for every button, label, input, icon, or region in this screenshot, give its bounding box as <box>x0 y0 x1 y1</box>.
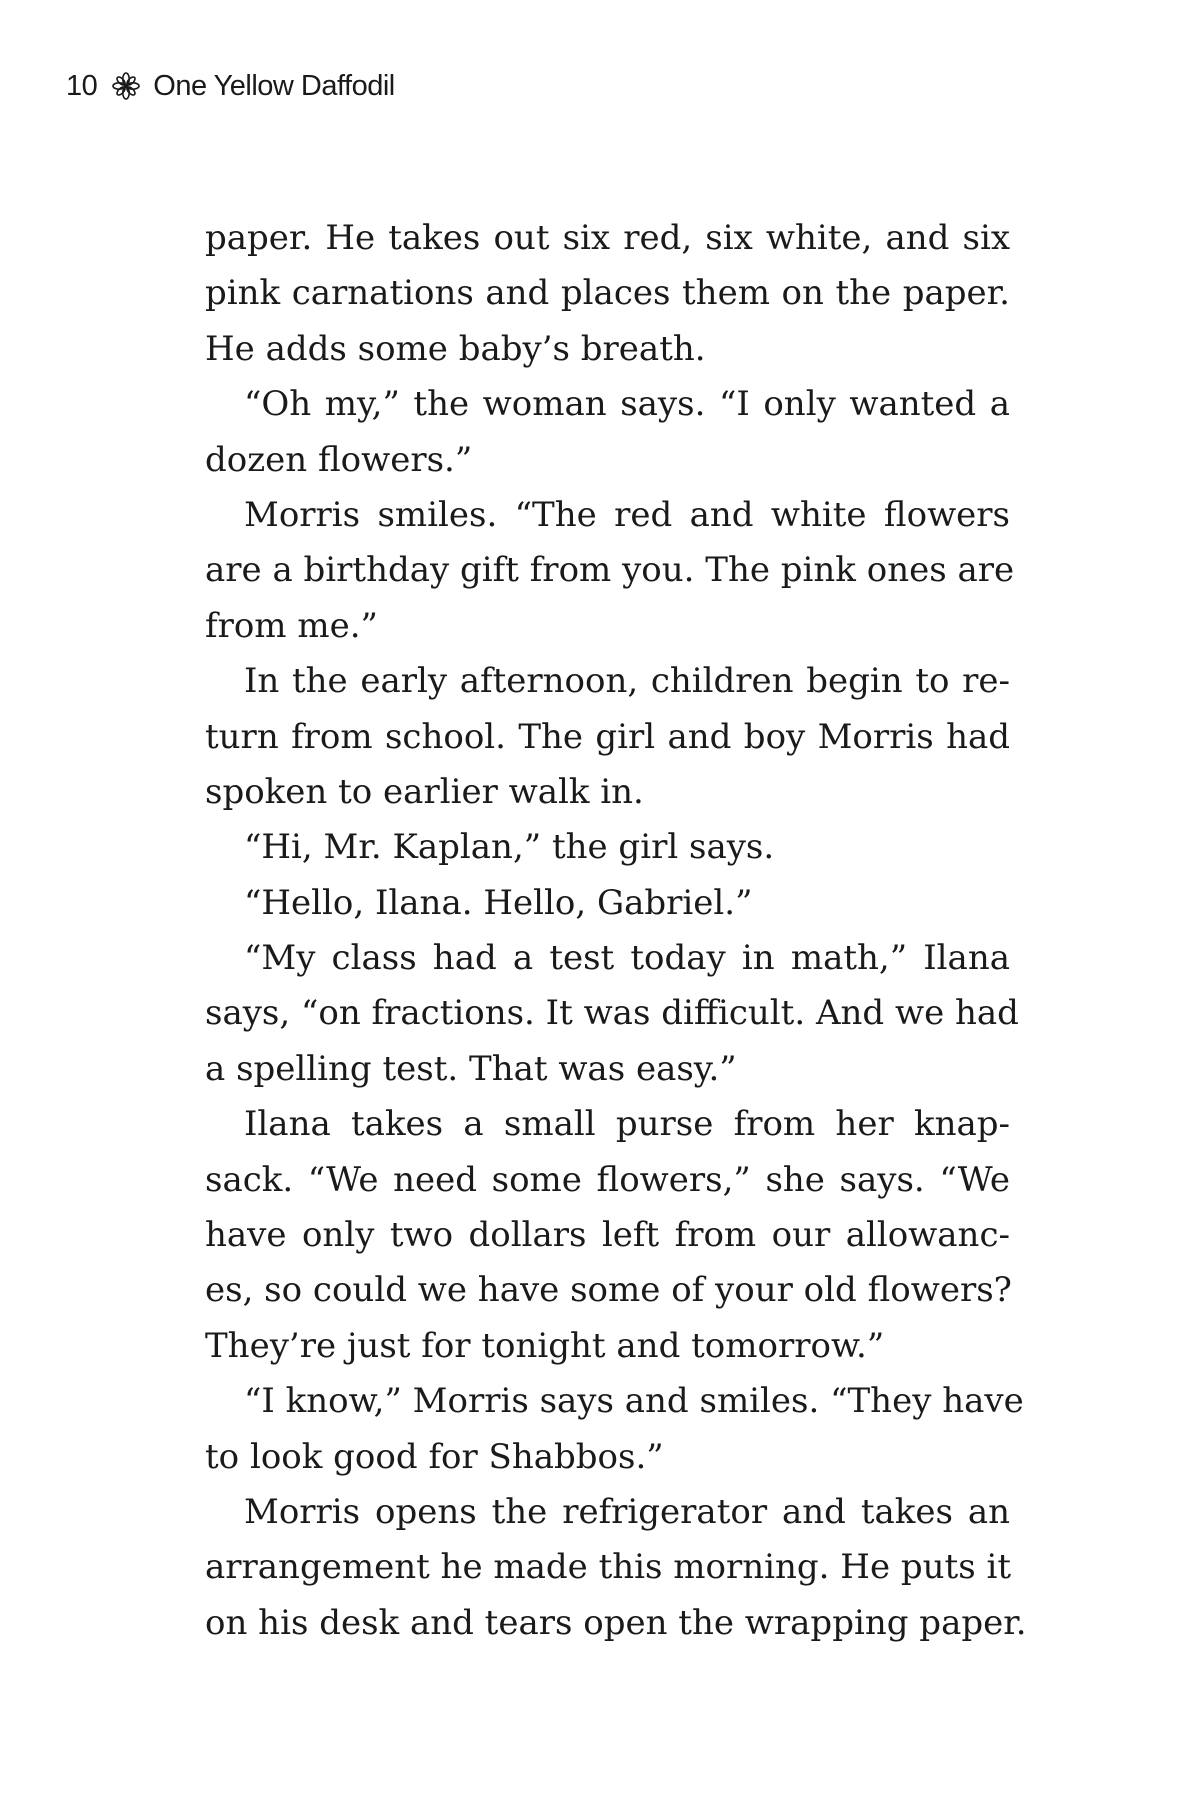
text-line: to look good for Shabbos.” <box>205 1436 664 1477</box>
flower-ornament-icon <box>111 71 141 101</box>
text-line: arrangement he made this morning. He puts it <box>205 1547 1011 1588</box>
text-line: spoken to earlier walk in. <box>205 771 644 812</box>
text-line: Ilana takes a small purse from her knap- <box>244 1104 1010 1145</box>
text-line: on his desk and tears open the wrapping paper. <box>205 1602 1027 1643</box>
page-body-text <box>205 211 1027 1651</box>
text-line: “Hi, Mr. Kaplan,” the girl says. <box>244 827 775 868</box>
text-line: “My class had a test today in math,” Ilana <box>244 938 1010 979</box>
book-title: One Yellow Daffodil <box>153 69 395 102</box>
text-line: dozen flowers.” <box>205 439 473 480</box>
page-number: 10 <box>66 69 98 102</box>
text-line: He adds some baby’s breath. <box>205 328 706 369</box>
text-line: They’re just for tonight and tomorrow.” <box>205 1325 885 1366</box>
text-line: from me.” <box>205 605 378 646</box>
text-line: have only two dollars left from our allowanc- <box>205 1215 1010 1256</box>
running-header <box>66 66 395 106</box>
text-line: sack. “We need some flowers,” she says. “We <box>205 1159 1010 1200</box>
text-line: says, “on fractions. It was difficult. And we had <box>205 993 1019 1034</box>
text-line: are a birthday gift from you. The pink ones are <box>205 550 1015 591</box>
text-line: In the early afternoon, children begin to re- <box>244 661 1010 702</box>
text-line: a spelling test. That was easy.” <box>205 1048 737 1089</box>
text-line: paper. He takes out six red, six white, and six <box>205 218 1010 258</box>
text-line: “Hello, Ilana. Hello, Gabriel.” <box>244 882 753 923</box>
text-line: es, so could we have some of your old flowers? <box>205 1270 1012 1311</box>
text-line: “I know,” Morris says and smiles. “They have <box>244 1381 1024 1422</box>
text-line: Morris smiles. “The red and white flowers <box>244 494 1010 535</box>
text-line: turn from school. The girl and boy Morris had <box>205 716 1010 757</box>
text-line: pink carnations and places them on the paper. <box>205 273 1010 314</box>
text-line: Morris opens the refrigerator and takes an <box>244 1491 1010 1532</box>
text-line: “Oh my,” the woman says. “I only wanted a <box>244 384 1010 425</box>
